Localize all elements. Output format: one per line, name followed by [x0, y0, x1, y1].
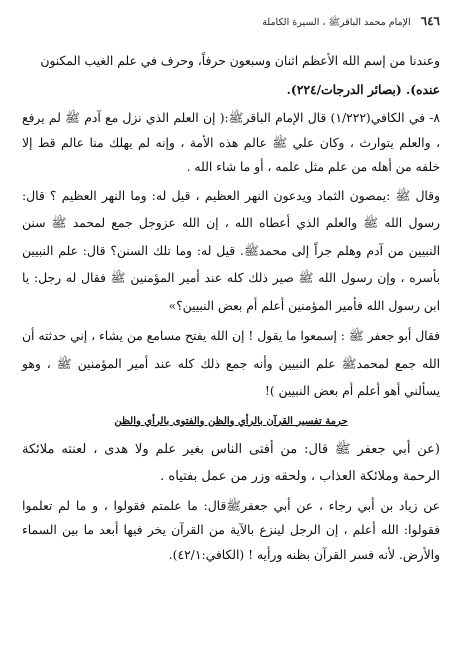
paragraph-abu-jafar-reply: فقال أبو جعفر ﷺ : إسمعوا ما يقول ! إن الله يفتح مسامع من يشاء ، إني حدثته أن الله جمع لمحمدﷺ علم النبيين وأنه جمع ذلك كله عند أمير المؤمنين ﷺ ، وهو يسألني أهو أعلم أم بعض النبيين )! — [22, 329, 440, 398]
paragraph-fatwa-warning: (عن أبي جعفر ﷺ قال: من أفتى الناس بغير علم ولا هدى ، لعنته ملائكة الرحمة وملائكة العذاب ، ولحقه وزر من عمل بفتياه . — [22, 441, 440, 484]
page-number: ٦٤٦ — [420, 14, 440, 28]
paragraph-citation: عنده). (بصائر الدرجات/٢٢٤). — [286, 81, 440, 97]
paragraph-ziyad-narration: عن زياد بن أبي رجاء ، عن أبي جعفرﷺقال: ما علمتم فقولوا ، و ما لم تعلموا فقولوا: الله أعلم ، إن الرجل لينزع بالآية من القرآن يخر فيها أبعد ما بين السماء والأرض. لأنه فسر القرآن بظنه ورأيه ! (الكافي:٤٢/١). — [22, 498, 440, 562]
running-title: الإمام محمد الباقرﷺ ، السيرة الكاملة — [262, 17, 411, 28]
running-header — [22, 14, 440, 30]
paragraph-continuation-1: وعندنا من إسم الله الأعظم اثنان وسبعون حرفاً، وحرف في علم الغيب المكنون — [40, 54, 440, 68]
paragraph-great-river: وقال ﷺ :يمصون الثماد ويدعون النهر العظيم ، قيل له: وما النهر العظيم ؟ قال: رسول الله ﷺ والعلم الذي أعطاه الله ، إن الله عزوجل جمع لمحمد ﷺ سنن النبيين من آدم وهلم جراً إلى محمدﷺ. قيل له: وما تلك السنن؟ قال: علم النبيين بأسره ، وإن رسول الله ﷺ صير ذلك كله عند أمير المؤمنين ﷺ فقال له رجل: يا ابن رسول الله فأمير المؤمنين أعلم أم بعض النبيين؟» — [22, 188, 440, 313]
paragraph-hadith-8: ٨- في الكافي(١/٢٢٢) قال الإمام الباقرﷺ:( إن العلم الذي نزل مع آدم ﷺ لم يرفع ، والعلم يتوارث ، وكان علي ﷺ عالم هذه الأمة ، وإنه لم يهلك منا عالم قط إلا خلفه من أهله من علم مثل علمه ، أو ما شاء الله . — [22, 111, 440, 174]
section-heading: حرمة تفسير القرآن بالرأي والظن والفتوى بالرأي والظن — [114, 415, 348, 427]
